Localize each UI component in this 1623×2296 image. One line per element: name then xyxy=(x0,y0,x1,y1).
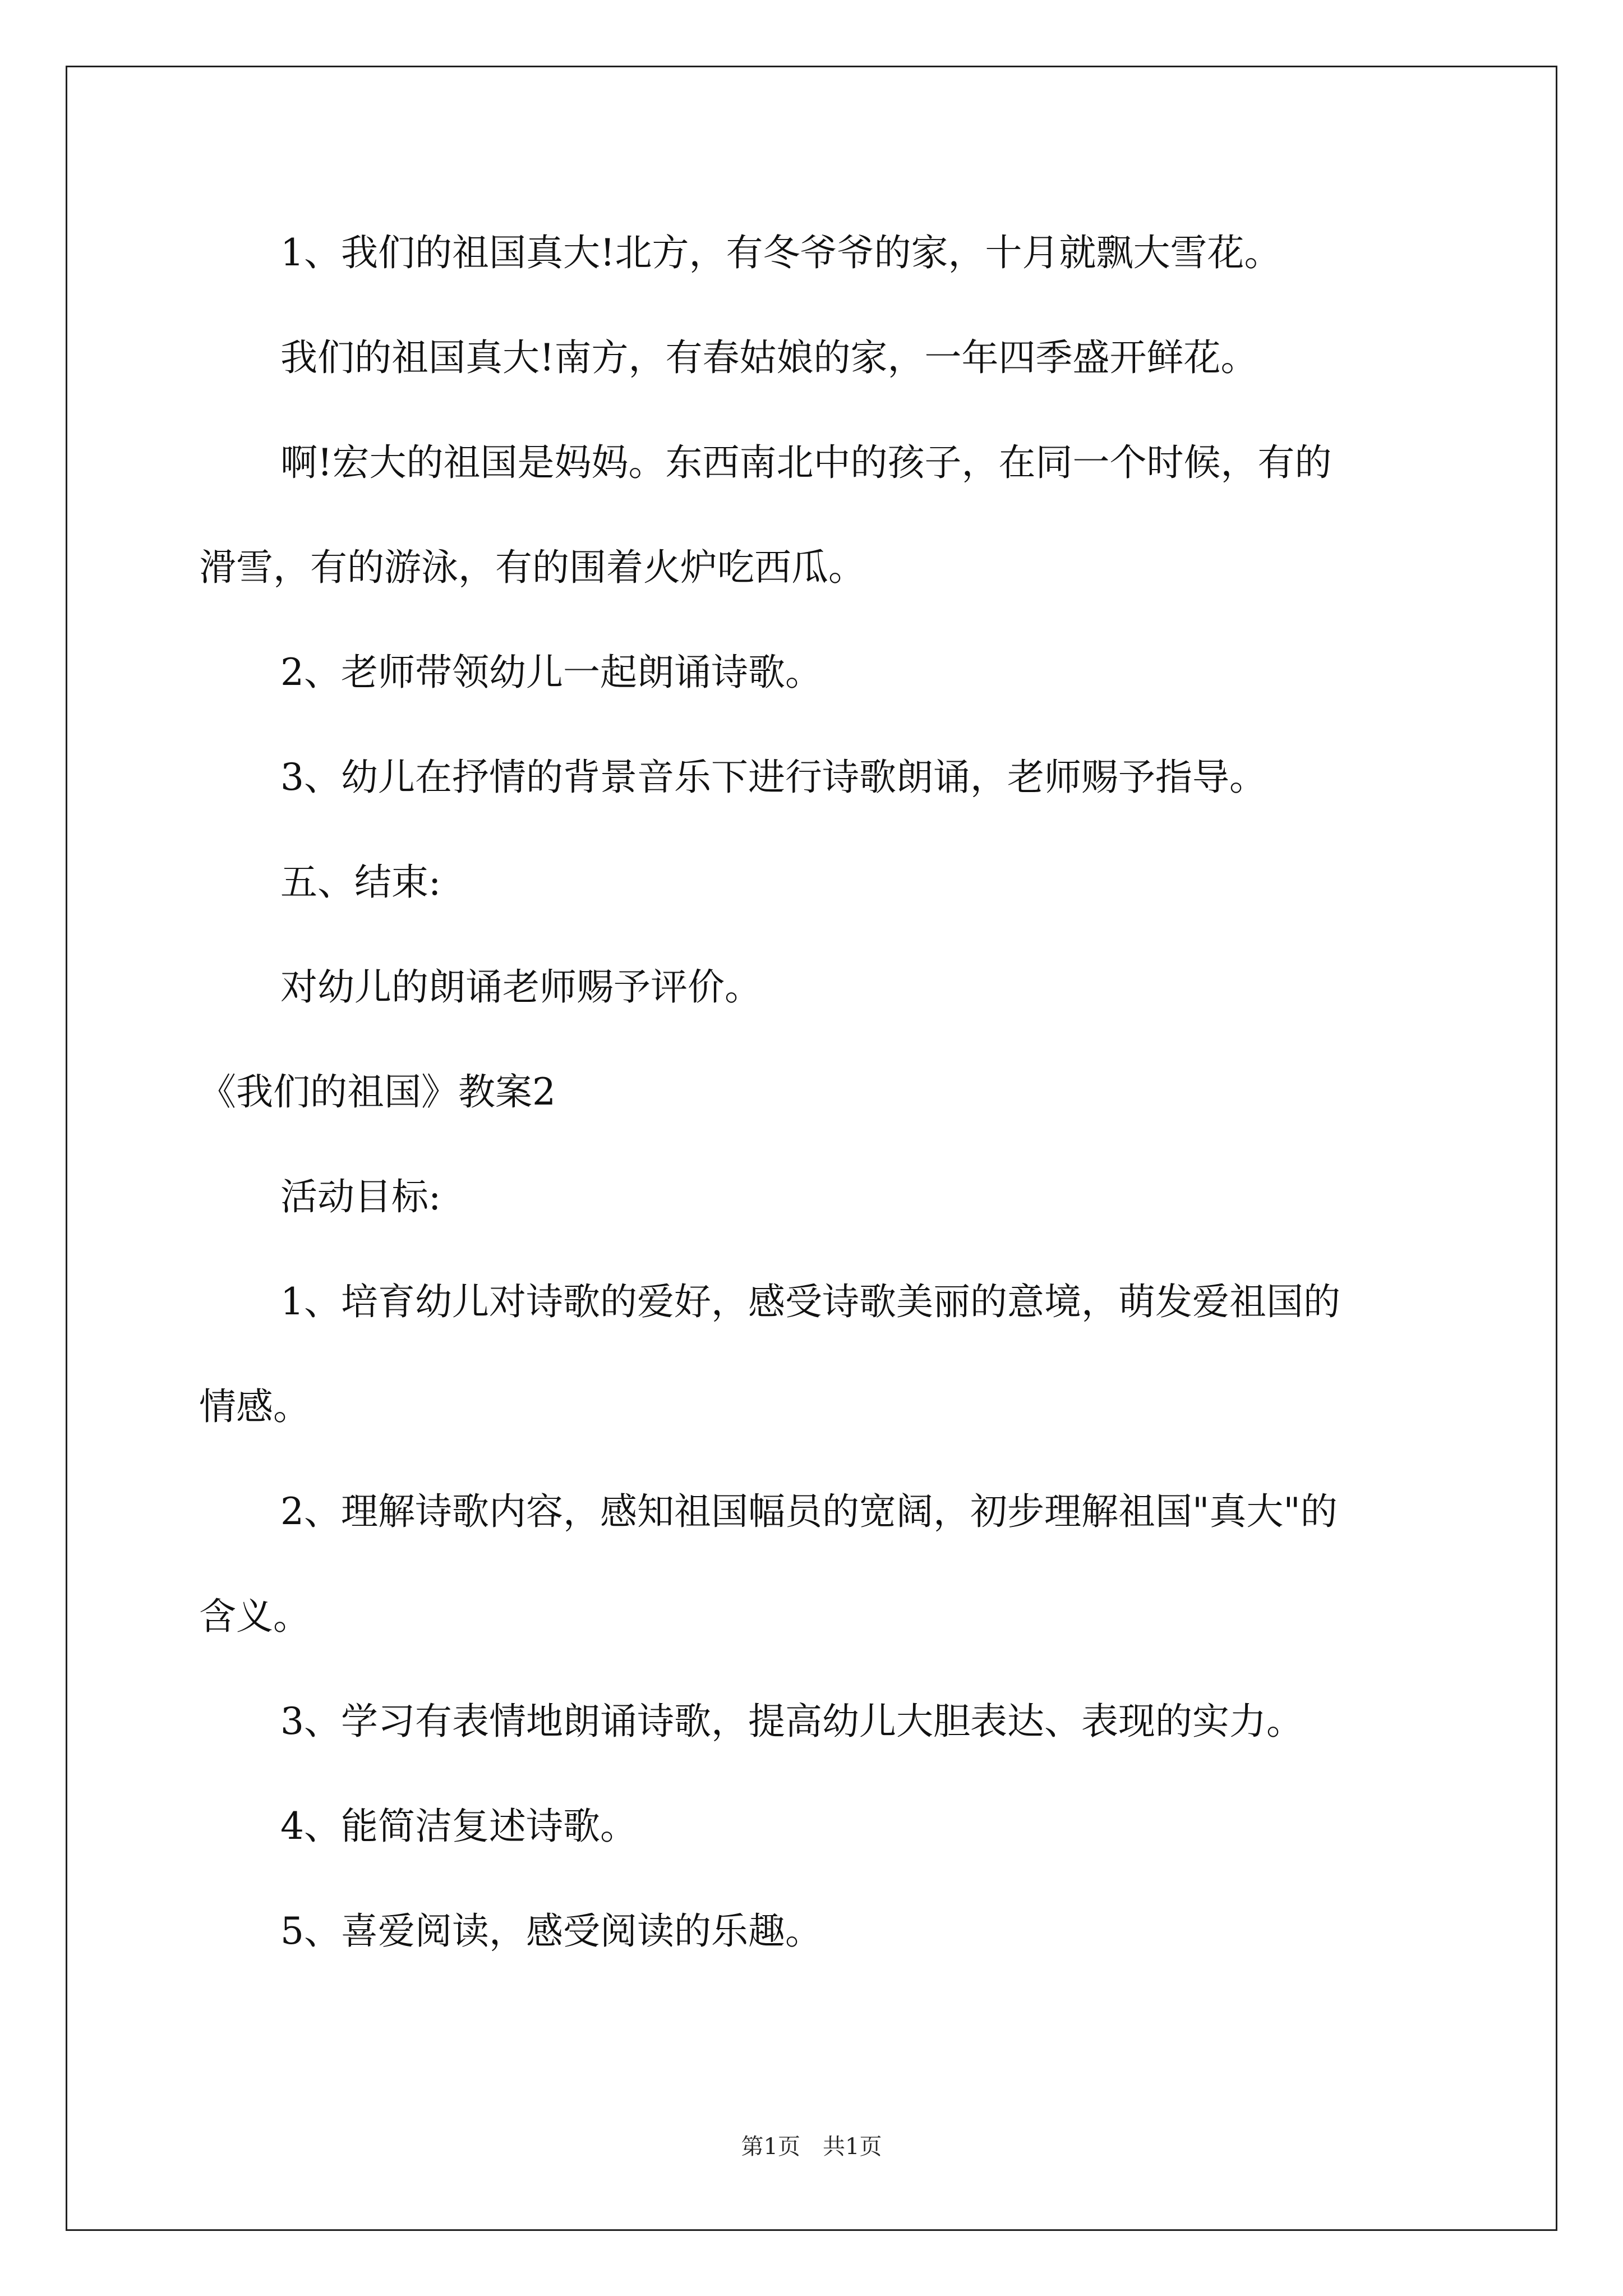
text-line: 含义。 xyxy=(199,1595,310,1638)
section-heading: 五、结束: xyxy=(280,861,441,904)
section-heading: 活动目标: xyxy=(280,1175,441,1218)
text-line: 滑雪，有的游泳，有的围着火炉吃西瓜。 xyxy=(199,546,865,589)
text-line: 我们的祖国真大!南方，有春姑娘的家，一年四季盛开鲜花。 xyxy=(280,336,1258,379)
text-line: 2、理解诗歌内容，感知祖国幅员的宽阔，初步理解祖国"真大"的 xyxy=(280,1490,1338,1533)
text-line: 对幼儿的朗诵老师赐予评价。 xyxy=(280,965,762,1009)
document-title: 《我们的祖国》教案2 xyxy=(199,1070,556,1114)
page-number: 第1页 共1页 xyxy=(741,2134,882,2160)
text-line: 5、喜爱阅读，感受阅读的乐趣。 xyxy=(280,1910,822,1953)
text-line: 3、幼儿在抒情的背景音乐下进行诗歌朗诵，老师赐予指导。 xyxy=(280,756,1266,799)
text-line: 1、我们的祖国真大!北方，有冬爷爷的家，十月就飘大雪花。 xyxy=(280,231,1281,274)
text-line: 1、培育幼儿对诗歌的爱好，感受诗歌美丽的意境，萌发爱祖国的 xyxy=(280,1280,1340,1323)
text-line: 情感。 xyxy=(199,1385,310,1428)
page-border xyxy=(66,66,1557,2231)
text-line: 啊!宏大的祖国是妈妈。东西南北中的孩子，在同一个时候，有的 xyxy=(280,441,1332,484)
text-line: 3、学习有表情地朗诵诗歌，提高幼儿大胆表达、表现的实力。 xyxy=(280,1700,1303,1743)
text-line: 2、老师带领幼儿一起朗诵诗歌。 xyxy=(280,651,822,694)
text-line: 4、能简洁复述诗歌。 xyxy=(280,1805,637,1848)
